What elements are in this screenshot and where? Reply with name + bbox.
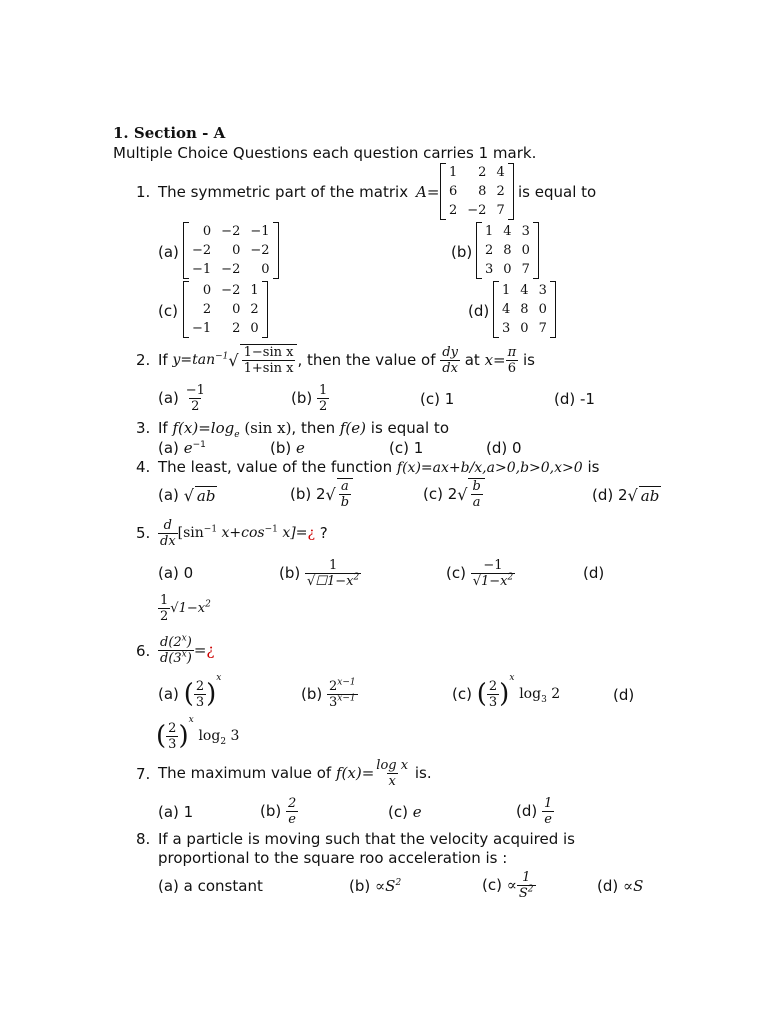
option-label: (c) [446,564,466,582]
matrix-cell: 0 [261,262,270,277]
question-text [158,458,599,476]
frac-num: 2 [488,678,498,694]
option-a: (a) a constant [158,877,263,895]
exponent: −1 [192,440,206,450]
question-number: 6. [136,642,151,660]
question-text [158,419,449,440]
log-base: e [234,430,240,440]
frac-den: 3 [168,736,177,752]
expression [178,525,315,541]
matrix-cell: 0 [232,302,241,317]
frac-num: −1 [185,382,205,398]
square: 2 [205,599,211,610]
inverted-question: ¿ [206,641,215,659]
dy: dy [442,344,458,360]
sqrt-sign: √ [627,485,638,505]
question-number: 8. [136,830,151,848]
frac-den: a [472,495,481,510]
den-text: S [518,885,528,901]
d-dx [158,518,178,549]
option-label: (b) [349,877,371,895]
sin-part: [sin [177,525,204,541]
question-body: The least, value of the function [158,458,393,476]
option-b [279,554,361,592]
option-c: (c) 1 [420,390,455,408]
question-number: 5. [136,524,151,542]
option-label: (a) [158,685,179,703]
option-b-matrix [476,222,539,279]
question-text [158,628,214,672]
frac-den: 3 [488,694,498,710]
at-text: at [464,351,480,369]
matrix-cell: 0 [250,321,259,336]
mid-text: , then the value of [297,351,436,369]
log-base: 3 [541,694,547,705]
log-arg: 2 [546,686,561,702]
question-number: 7. [136,765,151,783]
sqrt-sign: √ [457,484,468,504]
frac-num [327,679,358,694]
pi-over-6 [506,345,519,376]
option-a-matrix [183,222,279,279]
matrix-cell: −2 [250,243,270,258]
matrix-cell: 3 [521,224,530,239]
option-b [270,439,305,457]
matrix-cell: −2 [467,203,487,218]
proportional-expr: ∝S [623,877,644,895]
matrix-cell: −2 [221,224,241,239]
question-number: 4. [136,458,151,476]
matrix-A [440,163,514,220]
option-label: (a) [158,439,179,457]
option-d-matrix [493,281,556,338]
exponent: x [181,633,187,644]
close-paren: ) [186,650,192,666]
option-label: (b) [279,564,301,582]
matrix-name: A= [416,183,440,201]
e-value: e [183,439,193,457]
option-label: (d) 2 [592,486,628,504]
frac-num: 2 [168,720,177,736]
if-text: If [158,419,168,437]
question-number: 2. [136,351,151,369]
frac-den [471,573,516,589]
tail-text: is equal to [370,419,449,437]
matrix-cell: 4 [496,165,505,180]
dx: dx [160,533,176,549]
fraction [158,593,170,624]
frac-num: 1 [328,557,338,573]
log: log [519,686,542,702]
option-b [260,793,298,829]
option-d [597,877,643,895]
frac-den [158,650,194,666]
num-text: d(2 [160,634,182,650]
option-b [349,877,401,895]
y-tan: y=tan [172,352,216,368]
option-a [158,382,207,414]
option-b [301,672,358,716]
option-label: (a) [158,389,179,407]
question-line-2: proportional to the square roo acceleration is : [158,849,508,867]
option-label: (d) [516,802,538,820]
question-number: 1. [136,183,151,201]
square: 2 [527,884,534,895]
log-arg: 3 [226,728,240,744]
option-label: (c) [482,876,502,894]
option-b-label: (b) [451,243,473,261]
option-c: (c) ( $\frac{2}{3}$ ) x $\log_3 2$ [452,673,561,710]
option-a [158,439,206,457]
matrix-cell: 8 [520,302,529,317]
fraction [317,383,329,414]
matrix-cell: 6 [449,184,458,199]
log-expr [519,686,561,705]
matrix-cell: 3 [485,262,494,277]
f-of-e: f(e) [339,419,367,437]
frac-den: 2 [160,608,169,624]
option-d: ( $\frac{2}{3}$ ) x $\log_2 3$ [156,715,240,752]
matrix-cell: 8 [503,243,512,258]
equals: = [193,641,207,659]
option-d-label: (d) [583,564,605,582]
question-tail: is equal to [518,183,597,201]
exponent: x−1 [337,677,356,688]
option-a: (a) ( $\frac{2}{3}$ ) x [158,673,222,710]
option-d: (d) -1 [554,390,595,408]
option-label: (d) [597,877,619,895]
is-text: is. [414,764,432,782]
frac-den [517,885,536,901]
matrix-cell: 4 [520,283,529,298]
frac-num: 1 [544,795,553,811]
matrix-cell: −2 [221,283,241,298]
option-c [388,803,422,821]
inverse-sup: −1 [203,524,218,535]
frac-den: e [544,811,552,827]
proportional-symbol: ∝ [506,876,517,894]
option-label: (b) [291,389,313,407]
option-b [291,382,329,414]
dy-dx [440,345,460,376]
matrix-cell: 4 [502,302,511,317]
derivative-fraction [158,635,194,666]
den-text: √☐1−x [307,573,354,589]
option-d: (d) 0 [486,439,522,457]
cos-part: x+cos [217,525,265,541]
dx: dx [442,360,458,376]
matrix-cell: 7 [496,203,505,218]
frac-num [158,635,194,650]
f-of-x: f(x)= [336,764,375,782]
option-label: (c) [452,685,472,703]
frac-den: 3 [195,694,205,710]
matrix-cell: 2 [485,243,494,258]
frac-den: e [288,811,296,827]
matrix-cell: 0 [202,283,212,298]
matrix-cell: −2 [192,243,212,258]
close-paren: ) [186,634,192,650]
question-text [158,340,535,380]
frac-num: b [472,479,481,494]
option-c: (c) 1 [389,439,424,457]
option-c [423,474,485,514]
option-label: (b) [301,685,323,703]
sqrt-text: √1−x [170,600,206,616]
option-c [482,866,536,904]
question-text: The symmetric part of the matrix [158,183,409,201]
frac-den [305,573,361,589]
matrix-cell: 8 [478,184,487,199]
frac-num: a [341,479,349,494]
matrix-cell: 3 [502,321,511,336]
question-line-1: If a particle is moving such that the velocity acquired is [158,830,575,848]
matrix-cell: 0 [503,262,512,277]
matrix-cell: 0 [521,243,530,258]
sqrt-body: ab [196,486,216,505]
function-expr: f(x)=ax+b/x,a>0,b>0,x>0 [396,460,583,476]
option-d-label: (d) [613,686,635,704]
frac-num: 1 [160,592,169,608]
option-label: (c) [388,803,408,821]
is-text: is [587,458,600,476]
frac-den [327,694,358,710]
matrix-cell: 0 [538,302,547,317]
end-part: x]= [277,525,308,541]
option-a: (a) 1 [158,803,194,821]
question-text [158,754,432,792]
option-label: (a) [158,486,179,504]
matrix-cell: 1 [485,224,494,239]
matrix-cell: 0 [202,224,212,239]
frac-num: 2 [288,795,297,811]
sin-x: (sin x) [244,419,292,437]
frac-den: 2 [191,398,200,414]
exponent: x−1 [337,693,356,704]
x-eq: x= [484,351,506,369]
y-expr [173,352,229,368]
fraction [184,383,207,414]
matrix-cell: 0 [520,321,529,336]
question-body: The maximum value of [158,764,332,782]
proportional-expr: ∝S [375,877,396,895]
matrix-cell: 2 [250,302,259,317]
den-text: d(3 [160,650,182,666]
is-text: is [522,351,535,369]
inverse-sup: −1 [215,351,229,362]
d: d [163,517,172,533]
frac-den: 1+sin x [243,361,294,376]
log-base: 2 [220,736,227,747]
sqrt-sign: √ [183,485,194,505]
option-a-label: (a) [158,243,179,261]
exponent: x [181,649,187,660]
e-value: e [296,439,305,457]
option-d [516,793,554,829]
sqrt-expr [170,601,211,616]
frac-den: b [340,495,350,510]
matrix-cell: 2 [496,184,505,199]
matrix-cell: 2 [478,165,487,180]
matrix-cell: 7 [521,262,530,277]
then-text: , then [291,419,336,437]
den-text: √1−x [472,573,508,589]
option-c-label: (c) [158,302,178,320]
matrix-cell: 1 [449,165,458,180]
frac-num: 1−sin x [243,345,294,360]
f-of-x: f(x)=log [172,419,235,437]
question-number: 3. [136,419,151,437]
matrix-cell: 7 [538,321,547,336]
sqrt-body: ab [640,486,660,505]
question-mark: ? [319,524,328,542]
matrix-cell: −2 [221,262,241,277]
option-c [446,554,515,592]
matrix-cell: 4 [503,224,512,239]
option-a [158,480,217,510]
square: 2 [353,572,360,583]
matrix-cell: 1 [502,283,511,298]
frac-den: x [388,773,396,789]
question-text [158,514,328,552]
frac-num: −1 [483,557,503,573]
option-d [158,592,211,624]
option-a: (a) 0 [158,564,194,582]
matrix-cell: 3 [538,283,547,298]
option-d-label: (d) [468,302,490,320]
frac-num: log x [376,757,409,773]
section-subtitle: Multiple Choice Questions each question carries 1 mark. [113,144,537,162]
inverted-question: ¿ [307,525,315,541]
square: 2 [395,878,402,888]
square: 2 [507,572,514,583]
option-d [592,480,661,510]
matrix-cell: −1 [192,262,212,277]
base: 2 [329,678,338,694]
matrix-cell: 2 [232,321,241,336]
option-label: (b) 2 [290,485,326,503]
option-label: (b) [270,439,292,457]
log-expr [198,728,240,747]
option-label: (c) 2 [423,485,458,503]
log: log [198,728,221,744]
inverse-sup: −1 [264,524,278,535]
frac-num: 1 [522,869,531,885]
frac-num: 2 [195,678,205,694]
matrix-cell: 1 [250,283,259,298]
base: 3 [329,694,338,710]
option-c-matrix [183,281,268,338]
e-value: e [412,803,422,821]
option-b [290,474,353,514]
option-label: (b) [260,802,282,820]
frac-den: 2 [319,398,328,414]
frac-num: 1 [319,382,328,398]
sqrt-body [240,344,298,376]
section-title: 1. Section - A [113,124,226,142]
matrix-cell: 0 [232,243,241,258]
sqrt-sign: √ [325,484,336,504]
matrix-cell: −1 [192,321,212,336]
matrix-cell: −1 [250,224,270,239]
pi: π [507,344,517,360]
matrix-cell: 2 [449,203,458,218]
if-text: If [158,351,168,369]
six: 6 [507,360,517,376]
sqrt-sign: √ [228,350,239,370]
matrix-cell: 2 [202,302,212,317]
